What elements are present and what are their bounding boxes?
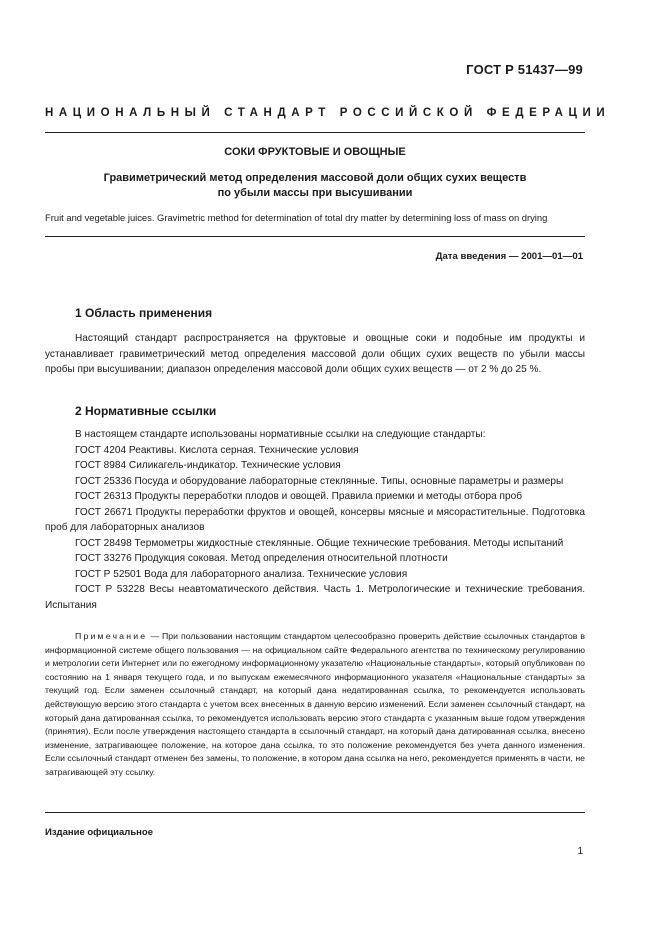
footer-divider: [45, 812, 585, 813]
references-intro: В настоящем стандарте использованы нормативные ссылки на следующие стандарты:: [75, 429, 486, 440]
reference-item: ГОСТ 25336 Посуда и оборудование лабораторные стеклянные. Типы, основные параметры и размеры: [75, 475, 564, 487]
references-note: [45, 630, 585, 780]
section-1-body: [45, 331, 585, 378]
note-paragraph: [45, 630, 585, 780]
reference-item: ГОСТ 28498 Термометры жидкостные стеклянные. Общие технические требования. Методы испытаний: [75, 537, 564, 549]
section-1-paragraph: Настоящий стандарт распространяется на фруктовые и овощные соки и подобные им продукты и устанавливает гравиметрический метод определения массовой доли общих сухих веществ по убыли массы пробы при высушивании; диапазон определения массовой доли общих сухих веществ — от 2 % до 25 %.: [45, 333, 585, 375]
reference-item: ГОСТ 8984 Силикагель-индикатор. Технические условия: [75, 460, 341, 471]
reference-item: ГОСТ 26671 Продукты переработки фруктов и овощей, консервы мясные и мясорастительные. Подготовка проб для лабораторных анализов: [45, 506, 585, 533]
effective-date: Дата введения — 2001—01—01: [435, 251, 583, 262]
document-subtitle-line-1: Гравиметрический метод определения массовой доли общих сухих веществ: [103, 172, 527, 184]
edition-label: Издание официальное: [45, 827, 153, 838]
reference-item: ГОСТ Р 53228 Весы неавтоматического действия. Часть 1. Метрологические и технические требования. Испытания: [45, 584, 585, 611]
section-2-body: [45, 427, 585, 613]
document-code: ГОСТ Р 51437—99: [466, 62, 583, 77]
note-label: Примечание: [75, 631, 148, 641]
note-text: — При пользовании настоящим стандартом целесообразно проверить действие ссылочных стандартов в информационной системе общего пользования — на официальном сайте Федерального агентства по техническому регулированию и метрологии сети Интернет или по ежегодному информационному указателю «Национальные стандарты», который опубликован по состоянию на 1 января текущего года, и по выпускам ежемесячного информационного указателя «Национальные стандарты» за текущий год. Если заменен ссылочный стандарт, на который дана недатированная ссылка, то рекомендуется использовать действующую версию этого стандарта с учетом всех внесенных в данную версию изменений. Если заменен ссылочный стандарт, на который дана датированная ссылка, то рекомендуется использовать версию этого стандарта с указанным выше годом утверждения (принятия). Если после утверждения настоящего стандарта в ссылочный стандарт, на который дана датированная ссылка, внесено изменение, затрагивающее положение, на которое дана ссылка, то это положение рекомендуется без учета данного изменения. Если ссылочный стандарт отменен без замены, то положение, в котором дана ссылка на него, рекомендуется применять в части, не затрагивающей эту ссылку.: [45, 631, 585, 777]
page-number: 1: [577, 846, 583, 857]
document-subtitle-line-2: по убыли массы при высушивании: [217, 187, 413, 199]
document-title-english: Fruit and vegetable juices. Gravimetric method for determination of total dry matter by determining loss of mass on drying: [45, 212, 548, 223]
reference-item: ГОСТ 33276 Продукция соковая. Метод определения относительной плотности: [75, 553, 448, 564]
section-1-heading: 1 Область применения: [75, 306, 213, 320]
standard-title: НАЦИОНАЛЬНЫЙ СТАНДАРТ РОССИЙСКОЙ ФЕДЕРАЦИИ: [45, 107, 611, 119]
reference-item: ГОСТ 26313 Продукты переработки плодов и овощей. Правила приемки и методы отбора проб: [75, 491, 522, 502]
reference-item: ГОСТ 4204 Реактивы. Кислота серная. Технические условия: [75, 444, 359, 456]
document-title: СОКИ ФРУКТОВЫЕ И ОВОЩНЫЕ: [224, 146, 406, 158]
section-2-heading: 2 Нормативные ссылки: [75, 404, 217, 418]
header-divider: [45, 132, 585, 133]
document-subtitle: [45, 171, 585, 201]
title-divider: [45, 236, 585, 237]
reference-item: ГОСТ Р 52501 Вода для лабораторного анализа. Технические условия: [75, 568, 408, 580]
